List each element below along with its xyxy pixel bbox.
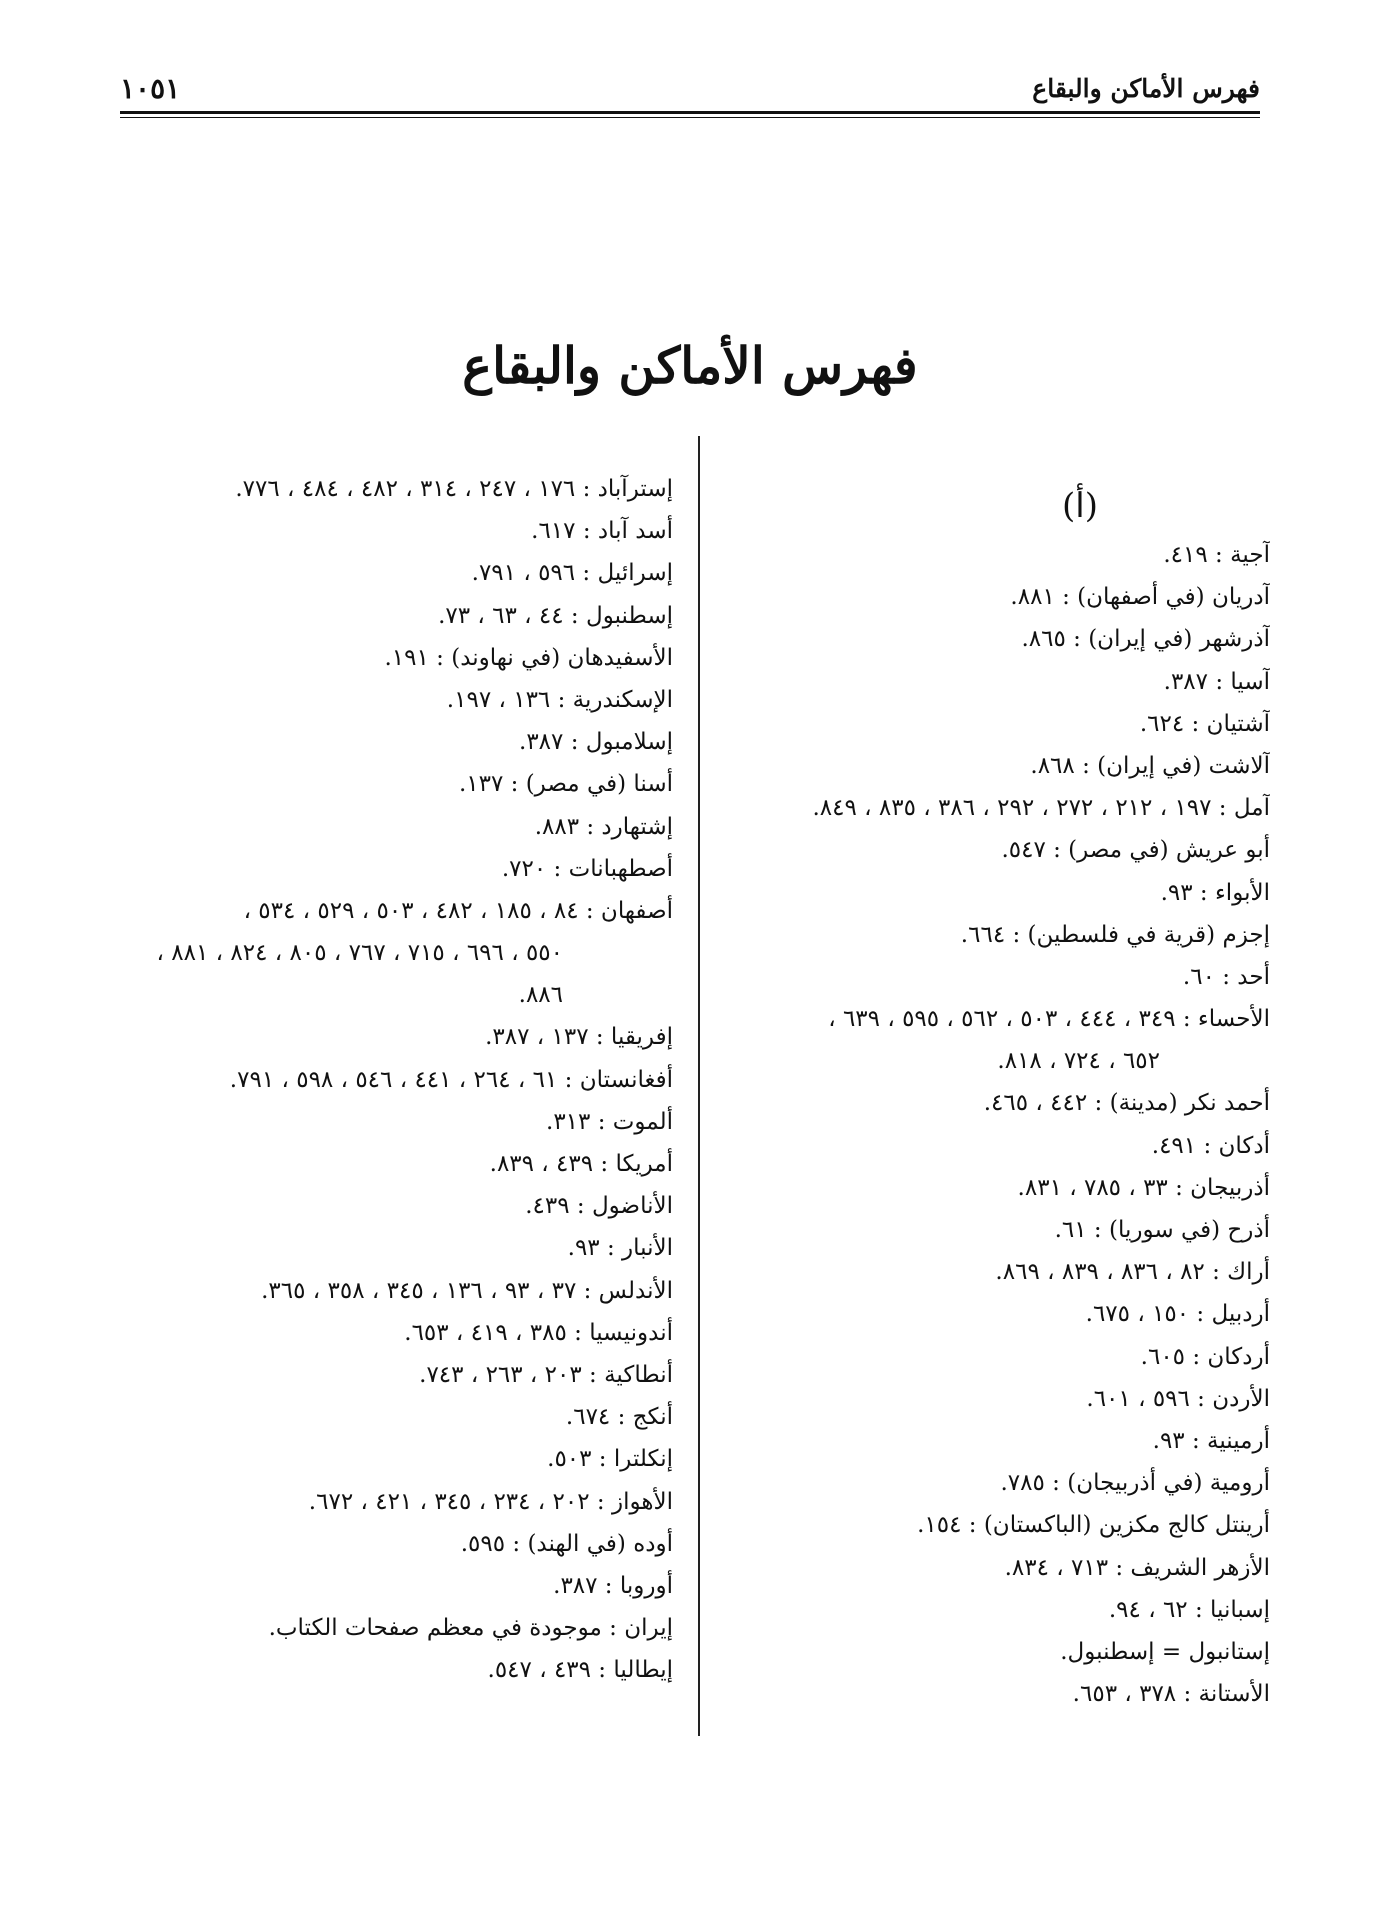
index-entry: الإسكندرية : ١٣٦ ، ١٩٧.	[446, 686, 673, 713]
index-entry: أحمد نكر (مدينة) : ٤٤٢ ، ٤٦٥.	[983, 1090, 1270, 1117]
index-entry-continuation: ٨٨٦.	[518, 982, 563, 1009]
index-entry: أراك : ٨٢ ، ٨٣٦ ، ٨٣٩ ، ٨٦٩.	[995, 1259, 1270, 1286]
index-entry: الأسفيدهان (في نهاوند) : ١٩١.	[384, 644, 673, 671]
index-entry: أردبيل : ١٥٠ ، ٦٧٥.	[1085, 1301, 1270, 1328]
index-entry: الأبواء : ٩٣.	[1160, 879, 1270, 906]
index-entry: الأنبار : ٩٣.	[567, 1235, 673, 1262]
index-entry: الأستانة : ٣٧٨ ، ٦٥٣.	[1072, 1681, 1270, 1708]
index-entry: أصفهان : ٨٤ ، ١٨٥ ، ٤٨٢ ، ٥٠٣ ، ٥٢٩ ، ٥٣٤ ،	[243, 897, 673, 924]
index-entry: آمل : ١٩٧ ، ٢١٢ ، ٢٧٢ ، ٢٩٢ ، ٣٨٦ ، ٨٣٥ ، ٨٤٩.	[812, 795, 1270, 822]
index-entry: إجزم (قرية في فلسطين) : ٦٦٤.	[960, 921, 1270, 948]
index-entry: إسترآباد : ١٧٦ ، ٢٤٧ ، ٣١٤ ، ٤٨٢ ، ٤٨٤ ، ٧٧٦.	[235, 476, 673, 502]
index-entry: الأناضول : ٤٣٩.	[525, 1193, 673, 1220]
index-entry: الأهواز : ٢٠٢ ، ٢٣٤ ، ٣٤٥ ، ٤٢١ ، ٦٧٢.	[308, 1488, 673, 1515]
index-entry: إفريقيا : ١٣٧ ، ٣٨٧.	[485, 1024, 673, 1051]
index-entry: أندونيسيا : ٣٨٥ ، ٤١٩ ، ٦٥٣.	[404, 1319, 673, 1346]
running-title: فهرس الأماكن والبقاع	[1032, 74, 1260, 103]
index-entry: آسيا : ٣٨٧.	[1163, 668, 1270, 695]
header-rule-thick	[120, 111, 1260, 114]
section-letter: (أ)	[1062, 486, 1098, 526]
page-title: فهرس الأماكن والبقاع	[462, 336, 918, 395]
index-entry: أرومية (في أذربيجان) : ٧٨٥.	[1000, 1470, 1270, 1497]
index-entry: إسلامبول : ٣٨٧.	[519, 729, 673, 756]
header-rule-thin	[120, 117, 1260, 118]
index-entry: أوروبا : ٣٨٧.	[553, 1572, 673, 1599]
index-entry: إنكلترا : ٥٠٣.	[547, 1446, 673, 1473]
index-entry: إسرائيل : ٥٩٦ ، ٧٩١.	[471, 560, 673, 587]
index-entry: الأردن : ٥٩٦ ، ٦٠١.	[1086, 1385, 1270, 1412]
index-entry: أدكان : ٤٩١.	[1151, 1132, 1270, 1159]
index-entry: إيران : موجودة في معظم صفحات الكتاب.	[268, 1615, 673, 1642]
index-entry: الأزهر الشريف : ٧١٣ ، ٨٣٤.	[1004, 1554, 1270, 1581]
index-entry: أمريكا : ٤٣٩ ، ٨٣٩.	[489, 1151, 673, 1177]
running-header	[120, 60, 1260, 116]
page-number: ١٠٥١	[120, 72, 181, 105]
index-entry: آدريان (في أصفهان) : ٨٨١.	[1010, 584, 1270, 611]
index-entry: أردكان : ٦٠٥.	[1140, 1343, 1270, 1370]
index-entry: إيطاليا : ٤٣٩ ، ٥٤٧.	[487, 1657, 673, 1684]
index-entry: أرينتل كالج مكزين (الباكستان) : ١٥٤.	[917, 1512, 1270, 1539]
index-entry: أحد : ٦٠.	[1182, 963, 1270, 990]
index-entry: ألموت : ٣١٣.	[546, 1108, 673, 1135]
index-entry: آجية : ٤١٩.	[1163, 542, 1270, 568]
index-entry: أسد آباد : ٦١٧.	[531, 518, 673, 545]
index-entry: آشتيان : ٦٢٤.	[1139, 710, 1270, 737]
index-entry: أذربيجان : ٣٣ ، ٧٨٥ ، ٨٣١.	[1017, 1174, 1270, 1201]
index-entry: أنكج : ٦٧٤.	[565, 1404, 673, 1431]
index-entry: إستانبول = إسطنبول.	[1060, 1638, 1270, 1665]
index-entry: أرمينية : ٩٣.	[1152, 1427, 1270, 1454]
index-entry: الأحساء : ٣٤٩ ، ٤٤٤ ، ٥٠٣ ، ٥٦٢ ، ٥٩٥ ، ٦٣٩ ،	[828, 1006, 1270, 1033]
index-entry: الأندلس : ٣٧ ، ٩٣ ، ١٣٦ ، ٣٤٥ ، ٣٥٨ ، ٣٦٥.	[261, 1277, 673, 1304]
index-entry: أذرح (في سوريا) : ٦١.	[1054, 1217, 1270, 1243]
index-entry: أصطهبانات : ٧٢٠.	[501, 855, 673, 882]
index-entry: أوده (في الهند) : ٥٩٥.	[460, 1530, 673, 1557]
index-entry-continuation: ٥٥٠ ، ٦٩٦ ، ٧١٥ ، ٧٦٧ ، ٨٠٥ ، ٨٢٤ ، ٨٨١ ،	[156, 940, 563, 967]
index-entry: إشتهارد : ٨٨٣.	[534, 813, 673, 840]
index-entry: أبو عريش (في مصر) : ٥٤٧.	[1001, 837, 1270, 864]
index-entry: أنطاكية : ٢٠٣ ، ٢٦٣ ، ٧٤٣.	[419, 1361, 673, 1388]
index-entry: أفغانستان : ٦١ ، ٢٦٤ ، ٤٤١ ، ٥٤٦ ، ٥٩٨ ، ٧٩١.	[229, 1066, 673, 1093]
index-entry: آلاشت (في إيران) : ٨٦٨.	[1030, 752, 1270, 779]
index-entry: إسطنبول : ٤٤ ، ٦٣ ، ٧٣.	[438, 602, 673, 629]
index-entry-continuation: ٦٥٢ ، ٧٢٤ ، ٨١٨.	[997, 1048, 1160, 1075]
index-entry: أسنا (في مصر) : ١٣٧.	[458, 771, 673, 798]
index-column-right	[650, 478, 1270, 1715]
index-column-left	[53, 468, 673, 1691]
index-entry: إسبانيا : ٦٢ ، ٩٤.	[1108, 1596, 1270, 1623]
index-entry: آذرشهر (في إيران) : ٨٦٥.	[1021, 626, 1270, 653]
